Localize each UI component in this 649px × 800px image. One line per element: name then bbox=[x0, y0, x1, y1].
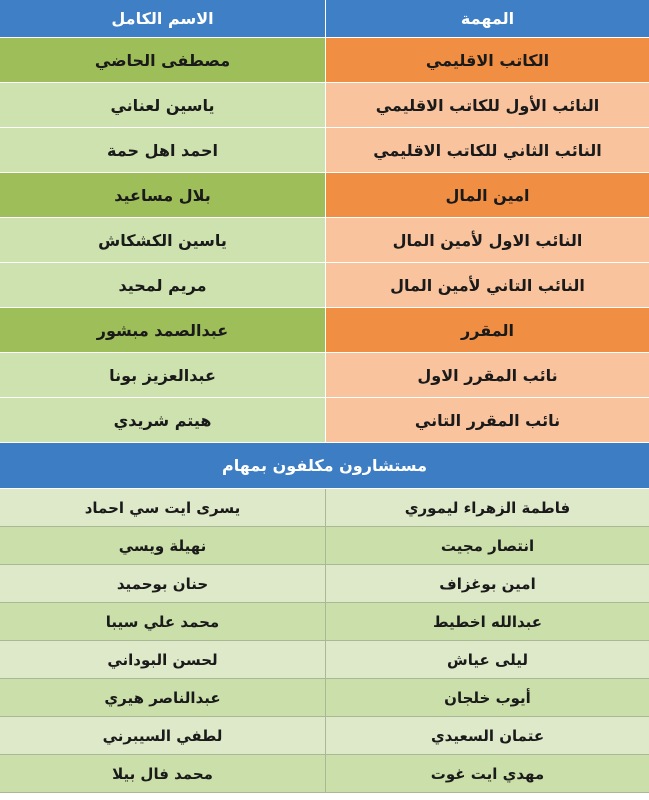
task-cell: النائب الأول للكاتب الاقليمي bbox=[325, 83, 649, 127]
consultant-cell: فاطمة الزهراء ليموري bbox=[325, 489, 649, 526]
consultants-banner: مستشارون مكلفون بمهام bbox=[0, 443, 649, 489]
name-cell: بلال مساعيد bbox=[0, 173, 325, 217]
table-row bbox=[0, 38, 649, 83]
table-row bbox=[0, 218, 649, 263]
task-cell: نائب المقرر التاني bbox=[325, 398, 649, 442]
consultant-cell: لطفي السيبرني bbox=[102, 726, 223, 745]
consultant-cell: مهدي ايت غوت bbox=[325, 755, 649, 792]
table-row bbox=[0, 565, 649, 603]
name-cell: مريم لمحيد bbox=[0, 263, 325, 307]
consultant-cell: أيوب خلجان bbox=[325, 679, 649, 716]
consultant-cell: عبدالناصر هيري bbox=[104, 688, 221, 707]
table-row bbox=[0, 679, 649, 717]
consultant-cell: لحسن البوداني bbox=[107, 650, 218, 669]
consultant-cell: محمد علي سيبا bbox=[105, 612, 220, 631]
task-cell: الكاتب الاقليمي bbox=[325, 38, 649, 82]
table-row bbox=[0, 308, 649, 353]
consultant-cell: عبدالله اخطيط bbox=[325, 603, 649, 640]
table-row bbox=[0, 489, 649, 527]
task-column-header: المهمة bbox=[325, 0, 649, 37]
consultant-cell: يسرى ايت سي احماد bbox=[84, 498, 241, 517]
table-row bbox=[0, 173, 649, 218]
consultant-cell: نهيلة ويسي bbox=[118, 536, 207, 555]
name-cell: عبدالصمد مبشور bbox=[0, 308, 325, 352]
table-row bbox=[0, 353, 649, 398]
table-row bbox=[0, 527, 649, 565]
consultant-cell: حنان بوحميد bbox=[116, 574, 209, 593]
table-header bbox=[0, 0, 649, 38]
task-cell: امين المال bbox=[325, 173, 649, 217]
table-row bbox=[0, 603, 649, 641]
name-cell: هيتم شريدي bbox=[0, 398, 325, 442]
consultant-cell: عتمان السعيدي bbox=[325, 717, 649, 754]
task-cell: النائب الثاني للكاتب الاقليمي bbox=[325, 128, 649, 172]
name-cell: ياسين لعناني bbox=[0, 83, 325, 127]
name-cell: مصطفى الحاضي bbox=[0, 38, 325, 82]
task-cell: المقرر bbox=[325, 308, 649, 352]
consultant-cell: انتصار مجيت bbox=[325, 527, 649, 564]
task-cell: النائب الاول لأمين المال bbox=[325, 218, 649, 262]
table-row bbox=[0, 263, 649, 308]
table-row bbox=[0, 128, 649, 173]
consultant-cell: ليلى عياش bbox=[325, 641, 649, 678]
task-cell: النائب التاني لأمين المال bbox=[325, 263, 649, 307]
task-cell: نائب المقرر الاول bbox=[325, 353, 649, 397]
name-cell: احمد اهل حمة bbox=[0, 128, 325, 172]
table-row bbox=[0, 717, 649, 755]
table-row bbox=[0, 83, 649, 128]
table-row bbox=[0, 641, 649, 679]
name-cell: عبدالعزيز بونا bbox=[0, 353, 325, 397]
name-column-header: الاسم الكامل bbox=[0, 0, 325, 37]
consultant-cell: محمد فال بيلا bbox=[112, 764, 213, 783]
name-cell: ياسين الكشكاش bbox=[0, 218, 325, 262]
consultant-cell: امين بوغزاف bbox=[325, 565, 649, 602]
table-row bbox=[0, 755, 649, 793]
table-row bbox=[0, 398, 649, 443]
